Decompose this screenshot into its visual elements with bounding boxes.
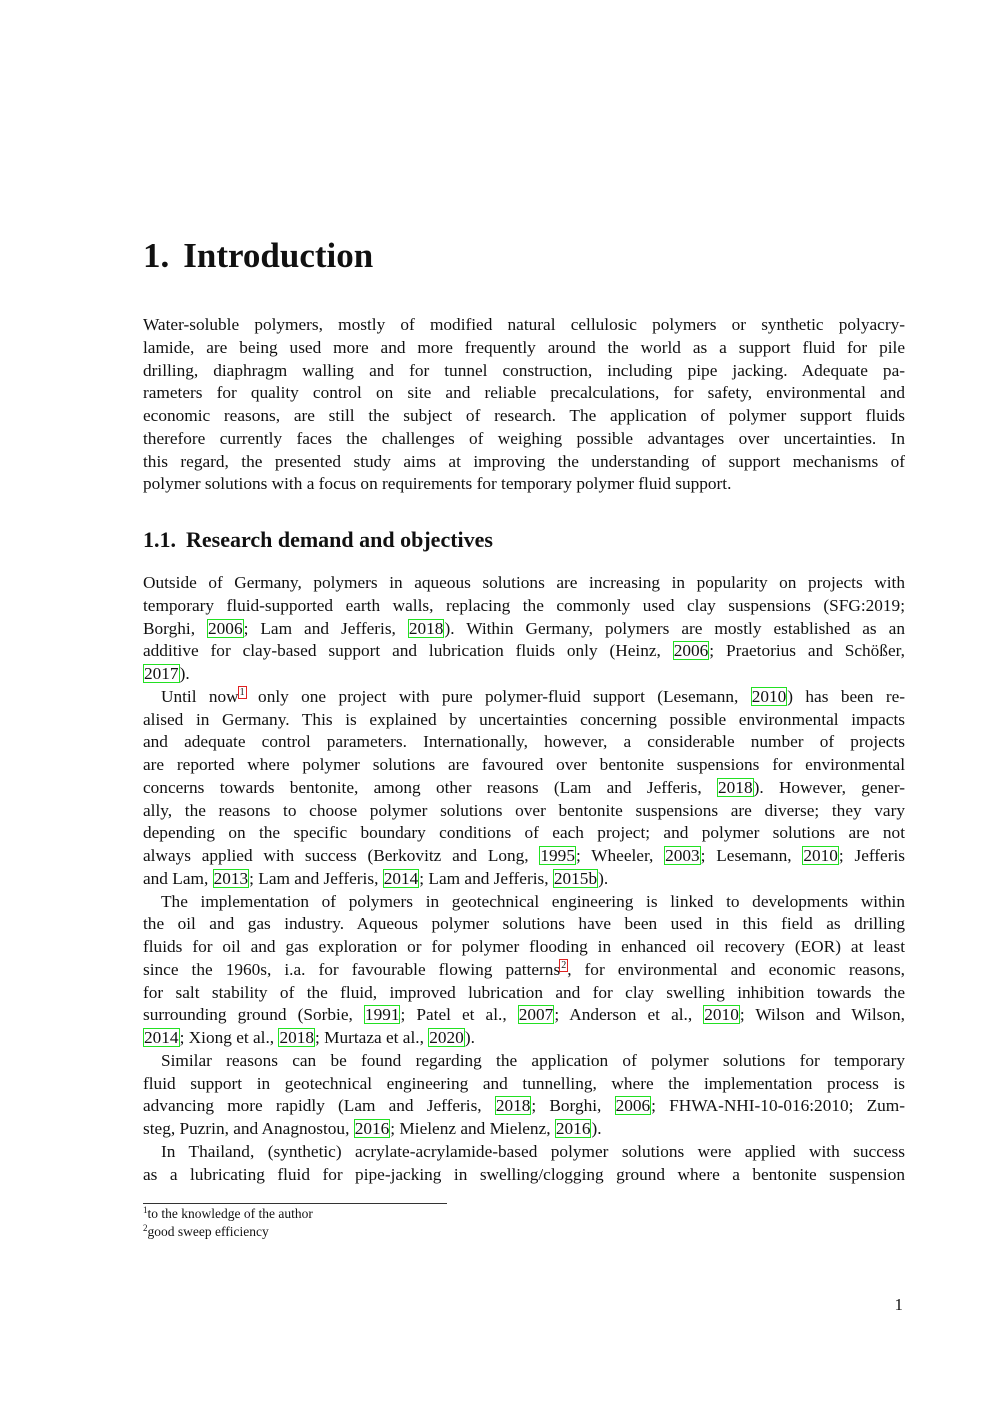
footnote-mark: 2 bbox=[143, 1223, 148, 1233]
text-line bbox=[143, 1164, 905, 1187]
text-line bbox=[143, 936, 905, 959]
text-run: always applied with success (Berkovitz and Long, bbox=[143, 846, 540, 865]
footnote-link[interactable]: 1 bbox=[239, 686, 245, 698]
text-line bbox=[143, 822, 905, 845]
text-line bbox=[143, 405, 905, 428]
citation-link[interactable]: 2015b bbox=[553, 868, 598, 888]
text-run: ). bbox=[179, 664, 190, 683]
page-number: 1 bbox=[894, 1295, 903, 1314]
text-run: advancing more rapidly (Lam and Jefferis, bbox=[143, 1096, 495, 1116]
text-run: ; Wilson and Wilson, bbox=[739, 1005, 905, 1025]
text-run: depending on the specific boundary conditions of each project; and polymer solutions are not bbox=[143, 823, 905, 843]
text-run: Similar reasons can be found regarding the application of polymer solutions for temporary bbox=[161, 1050, 905, 1070]
text-line bbox=[143, 1027, 905, 1050]
citation-link[interactable]: 2016 bbox=[354, 1119, 390, 1138]
text-run: therefore currently faces the challenges of weighing possible advantages over uncertainties. In bbox=[143, 428, 905, 448]
text-line bbox=[143, 1141, 905, 1164]
text-run: Water-soluble polymers, mostly of modified natural cellulosic polymers or synthetic polyacry- bbox=[143, 315, 905, 334]
text-run: ; Mielenz and Mielenz, bbox=[390, 1119, 555, 1138]
text-line bbox=[143, 451, 905, 474]
text-run: polymer solutions with a focus on requirements for temporary polymer fluid support. bbox=[143, 474, 732, 494]
text-line bbox=[143, 1118, 905, 1141]
text-run: ; Lam and Jefferis, bbox=[249, 868, 383, 888]
text-run: ; Wheeler, bbox=[575, 846, 665, 865]
text-run: ; Borghi, bbox=[531, 1096, 615, 1116]
footnote-1 bbox=[143, 1206, 313, 1222]
text-run: In Thailand, (synthetic) acrylate-acrylamide-based polymer solutions were applied with success bbox=[161, 1141, 905, 1161]
text-run: steg, Puzrin, and Anagnostou, bbox=[143, 1119, 354, 1138]
text-run: ; Jefferis bbox=[838, 846, 906, 865]
citation-link[interactable]: 2017 bbox=[144, 664, 179, 683]
citation-link[interactable]: 2007 bbox=[518, 1005, 554, 1025]
text-run: ally, the reasons to choose polymer solutions over bentonite suspensions are diverse; they vary bbox=[143, 800, 905, 820]
text-line bbox=[143, 709, 905, 732]
text-run: ; Xiong et al., bbox=[179, 1028, 279, 1047]
text-line bbox=[143, 845, 905, 868]
text-line bbox=[143, 428, 905, 451]
text-line bbox=[143, 337, 905, 360]
text-line bbox=[143, 913, 905, 936]
citation-link[interactable]: 2020 bbox=[429, 1028, 464, 1047]
text-run: as a lubricating fluid for pipe-jacking in swelling/clogging ground where a bentonite suspension bbox=[143, 1164, 905, 1184]
text-line bbox=[143, 754, 905, 777]
chapter-heading bbox=[143, 236, 373, 276]
text-run: only one project with pure polymer-fluid support (Lesemann, bbox=[245, 686, 751, 706]
text-run: ). bbox=[464, 1028, 475, 1047]
text-run: ; FHWA-NHI-10-016:2010; Zum- bbox=[651, 1096, 905, 1116]
text-run: drilling, diaphragm walling and for tunnel construction, including pipe jacking. Adequate pa- bbox=[143, 360, 905, 380]
text-line bbox=[143, 1073, 905, 1096]
citation-link[interactable]: 2014 bbox=[383, 868, 419, 888]
text-line bbox=[143, 618, 905, 641]
text-line bbox=[143, 1095, 905, 1118]
citation-link[interactable]: 2010 bbox=[803, 846, 838, 865]
chapter-title: Introduction bbox=[183, 236, 374, 275]
text-run: and adequate control parameters. Internationally, however, a considerable number of projects bbox=[143, 732, 905, 752]
citation-link[interactable]: 2013 bbox=[213, 868, 249, 888]
text-line bbox=[143, 959, 905, 982]
text-run: are reported where polymer solutions are favoured over bentonite suspensions for environmental bbox=[143, 755, 905, 774]
text-run: ; Patel et al., bbox=[400, 1005, 518, 1025]
text-run: for salt stability of the fluid, improved lubrication and for clay swelling inhibition towards the bbox=[143, 982, 905, 1002]
text-line bbox=[143, 982, 905, 1005]
text-run: ). However, gener- bbox=[753, 777, 905, 797]
citation-link[interactable]: 2010 bbox=[751, 686, 787, 706]
text-run: ; Lam and Jefferis, bbox=[419, 868, 553, 888]
text-run: since the 1960s, i.a. for favourable flowing patterns bbox=[143, 959, 561, 979]
citation-link[interactable]: 2018 bbox=[408, 618, 444, 638]
text-run: this regard, the presented study aims at improving the understanding of support mechanisms of bbox=[143, 451, 905, 471]
text-run: ) has been re- bbox=[787, 686, 906, 706]
text-run: Until now bbox=[161, 686, 239, 706]
text-run: economic reasons, are still the subject of research. The application of polymer support fluids bbox=[143, 406, 905, 425]
footnote-mark: 1 bbox=[143, 1205, 148, 1215]
text-run: additive for clay-based support and lubrication fluids only (Heinz, bbox=[143, 641, 673, 661]
text-run: fluid support in geotechnical engineering and tunnelling, where the implementation process is bbox=[143, 1073, 905, 1093]
text-run: temporary fluid-supported earth walls, replacing the commonly used clay suspensions (SFG:2019; bbox=[143, 595, 905, 615]
citation-link[interactable]: 2006 bbox=[615, 1096, 651, 1116]
text-line bbox=[143, 891, 905, 914]
text-run: ; Anderson et al., bbox=[554, 1005, 704, 1025]
text-run: ; Lam and Jefferis, bbox=[243, 618, 408, 638]
citation-link[interactable]: 2018 bbox=[279, 1028, 314, 1047]
text-run: ; Praetorius and Schößer, bbox=[709, 641, 906, 661]
text-run: Borghi, bbox=[143, 618, 208, 638]
text-run: fluids for oil and gas exploration or for polymer flooding in enhanced oil recovery (EOR) at least bbox=[143, 937, 905, 956]
citation-link[interactable]: 1995 bbox=[540, 846, 575, 865]
footnote-text: good sweep efficiency bbox=[147, 1224, 269, 1239]
citation-link[interactable]: 2018 bbox=[718, 777, 753, 797]
citation-link[interactable]: 2014 bbox=[144, 1028, 179, 1047]
citation-link[interactable]: 2003 bbox=[665, 846, 700, 865]
text-line bbox=[143, 1004, 905, 1027]
text-run: and Lam, bbox=[143, 868, 213, 888]
text-run: ). bbox=[598, 868, 609, 888]
intro-paragraph bbox=[143, 314, 905, 496]
section-title: Research demand and objectives bbox=[186, 527, 493, 552]
text-run: ). Within Germany, polymers are mostly established as an bbox=[444, 618, 905, 638]
text-line bbox=[143, 314, 905, 337]
text-line bbox=[143, 572, 905, 595]
text-run: ; Murtaza et al., bbox=[315, 1028, 429, 1047]
text-run: The implementation of polymers in geotechnical engineering is linked to developments within bbox=[161, 891, 905, 911]
section-heading bbox=[143, 527, 493, 553]
text-run: surrounding ground (Sorbie, bbox=[143, 1005, 364, 1025]
chapter-number: 1. bbox=[143, 236, 170, 275]
text-run: ). bbox=[591, 1119, 602, 1138]
footnote-rule bbox=[143, 1203, 447, 1204]
text-run: Outside of Germany, polymers in aqueous solutions are increasing in popularity on projects with bbox=[143, 573, 905, 592]
text-line bbox=[143, 663, 905, 686]
text-run: , for environmental and economic reasons, bbox=[567, 959, 905, 979]
text-run: concerns towards bentonite, among other reasons (Lam and Jefferis, bbox=[143, 777, 718, 797]
citation-link[interactable]: 2006 bbox=[673, 641, 709, 661]
citation-link[interactable]: 2006 bbox=[208, 618, 243, 638]
section-number: 1.1. bbox=[143, 527, 176, 552]
footnote-text: to the knowledge of the author bbox=[147, 1206, 313, 1221]
text-line bbox=[143, 731, 905, 754]
citation-link[interactable]: 2018 bbox=[495, 1096, 531, 1116]
text-line bbox=[143, 595, 905, 618]
footnote-link[interactable]: 2 bbox=[561, 959, 567, 971]
text-line bbox=[143, 868, 905, 891]
text-run: rameters for quality control on site and reliable precalculations, for safety, environmental and bbox=[143, 383, 905, 403]
text-line bbox=[143, 360, 905, 383]
text-run: the oil and gas industry. Aqueous polymer solutions have been used in this field as drilling bbox=[143, 914, 905, 934]
text-line bbox=[143, 1050, 905, 1073]
text-line bbox=[143, 382, 905, 405]
text-run: alised in Germany. This is explained by uncertainties concerning possible environmental impacts bbox=[143, 709, 905, 729]
text-line bbox=[143, 800, 905, 823]
text-line bbox=[143, 686, 905, 709]
text-line bbox=[143, 640, 905, 663]
text-line bbox=[143, 473, 905, 496]
footnote-2 bbox=[143, 1224, 269, 1240]
text-line bbox=[143, 777, 905, 800]
text-run: ; Lesemann, bbox=[700, 846, 803, 865]
citation-link[interactable]: 1991 bbox=[364, 1005, 400, 1025]
section-body bbox=[143, 572, 905, 1186]
citation-link[interactable]: 2016 bbox=[555, 1119, 591, 1138]
text-run: lamide, are being used more and more frequently around the world as a support fluid for pile bbox=[143, 337, 905, 357]
citation-link[interactable]: 2010 bbox=[704, 1005, 739, 1025]
